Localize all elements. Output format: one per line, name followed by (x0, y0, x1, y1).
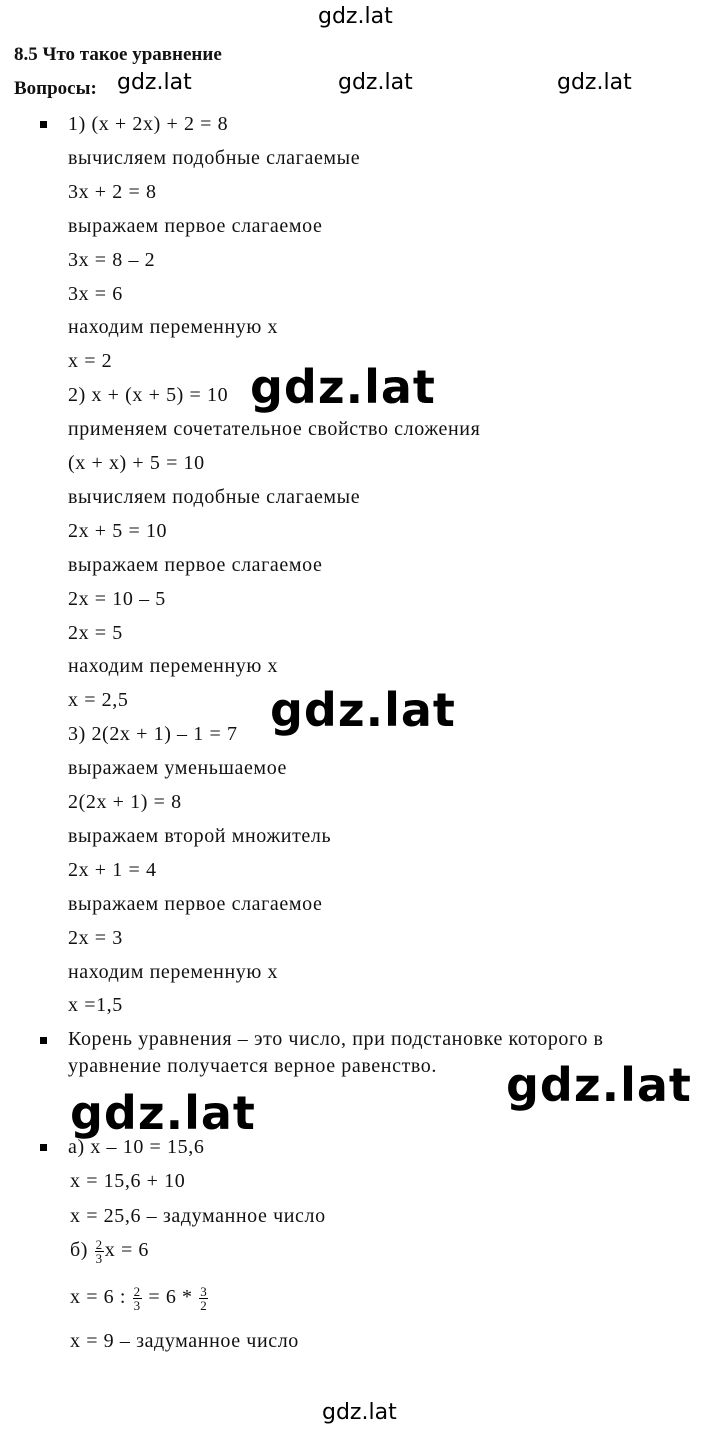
solution-line: вычисляем подобные слагаемые (68, 486, 361, 508)
solution-line: выражаем уменьшаемое (68, 757, 288, 779)
solution-line: (x + x) + 5 = 10 (68, 452, 205, 474)
solution-line: x = 2,5 (68, 689, 129, 711)
solution-line: 2x = 5 (68, 622, 123, 644)
solution-line: выражаем первое слагаемое (68, 893, 323, 915)
task-b-suffix: x = 6 (104, 1239, 150, 1262)
solution-line: выражаем второй множитель (68, 825, 332, 847)
watermark-top: gdz.lat (318, 4, 393, 29)
solution-line: x = 2 (68, 350, 113, 372)
solution-line: 2x = 10 – 5 (68, 588, 166, 610)
solution-line: находим переменную x (68, 961, 279, 983)
watermark-big-1: gdz.lat (250, 360, 436, 414)
fraction-numerator: 2 (95, 1237, 103, 1252)
solution-line: находим переменную x (68, 316, 279, 338)
fraction-numerator: 2 (133, 1284, 141, 1299)
solution-line: применяем сочетательное свойство сложения (68, 418, 481, 440)
section-title: 8.5 Что такое уравнение (14, 44, 222, 65)
bullet-2 (40, 1037, 47, 1044)
task-a-step: x = 15,6 + 10 (70, 1170, 186, 1192)
task-a-equation: а) x – 10 = 15,6 (68, 1136, 205, 1158)
definition-line-1: Корень уравнения – это число, при подстановке которого в (68, 1028, 604, 1050)
watermark-big-3: gdz.lat (506, 1058, 692, 1112)
fraction-denominator: 3 (95, 1251, 103, 1266)
task-b-equation (70, 1238, 149, 1265)
solution-line: 2x + 5 = 10 (68, 520, 168, 542)
fraction-denominator: 2 (200, 1298, 208, 1313)
solution-line: 1) (x + 2x) + 2 = 8 (68, 113, 229, 135)
watermark-row-1: gdz.lat (117, 70, 192, 95)
fraction-divisor (133, 1285, 142, 1312)
solution-line: x =1,5 (68, 994, 123, 1016)
task-b-prefix: б) (70, 1239, 94, 1262)
solution-line: вычисляем подобные слагаемые (68, 147, 361, 169)
bullet-1 (40, 121, 47, 128)
solution-line: 3x = 8 – 2 (68, 249, 156, 271)
watermark-row-2: gdz.lat (338, 70, 413, 95)
solution-line: 2(2x + 1) = 8 (68, 791, 182, 813)
solution-line: находим переменную x (68, 655, 279, 677)
solution-line: 2x + 1 = 4 (68, 859, 157, 881)
definition-line-2: уравнение получается верное равенство. (68, 1055, 438, 1077)
solution-line: выражаем первое слагаемое (68, 215, 323, 237)
task-b-step-mid: = 6 * (142, 1286, 199, 1309)
fraction-numerator: 3 (200, 1284, 208, 1299)
solution-line: 2) x + (x + 5) = 10 (68, 384, 229, 406)
solution-line: выражаем первое слагаемое (68, 554, 323, 576)
solution-line: 3x + 2 = 8 (68, 181, 157, 203)
watermark-big-4: gdz.lat (70, 1086, 256, 1140)
solution-line: 3x = 6 (68, 283, 123, 305)
watermark-bottom: gdz.lat (322, 1400, 397, 1425)
task-b-step-prefix: x = 6 : (70, 1286, 132, 1309)
task-a-answer: x = 25,6 – задуманное число (70, 1205, 326, 1227)
solution-line: 2x = 3 (68, 927, 123, 949)
task-b-step (70, 1285, 209, 1312)
fraction-reciprocal (199, 1285, 208, 1312)
watermark-row-3: gdz.lat (557, 70, 632, 95)
solution-line: 3) 2(2x + 1) – 1 = 7 (68, 723, 238, 745)
fraction-two-thirds (95, 1238, 104, 1265)
watermark-big-2: gdz.lat (270, 683, 456, 737)
bullet-3 (40, 1144, 47, 1151)
questions-label: Вопросы: (14, 78, 97, 99)
fraction-denominator: 3 (133, 1298, 141, 1313)
task-b-answer: x = 9 – задуманное число (70, 1330, 299, 1352)
